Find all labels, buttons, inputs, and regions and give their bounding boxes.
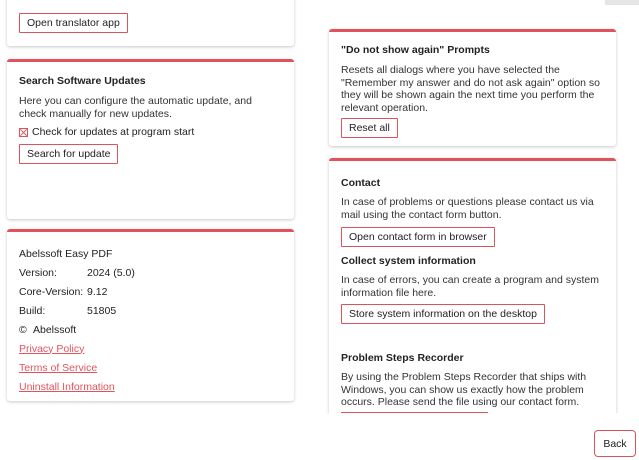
core-version-label: Core-Version: xyxy=(19,285,84,298)
uninstall-row xyxy=(19,377,135,396)
back-button[interactable]: Back xyxy=(594,430,636,457)
build-label: Build: xyxy=(19,304,46,317)
sysinfo-title: Collect system information xyxy=(341,255,476,267)
updates-checkbox-row[interactable] xyxy=(19,126,194,138)
psr-description: By using the Problem Steps Recorder that ships with Windows, you can show us exactly how the problem occurs. Please send the file using our contact form. xyxy=(341,371,587,408)
core-version-value: 9.12 xyxy=(87,285,108,298)
privacy-policy-link[interactable]: Privacy Policy xyxy=(19,342,85,355)
contact-title: Contact xyxy=(341,177,381,189)
sysinfo-description: In case of errors, you can create a program and system information file here. xyxy=(341,274,599,299)
updates-title: Search Software Updates xyxy=(19,75,146,87)
updates-card xyxy=(7,59,294,219)
prompts-description: Resets all dialogs where you have selected the "Remember my answer and do not ask again" option so they will be shown again the next time you perform the relevant operation. xyxy=(341,64,601,114)
prompts-card xyxy=(329,29,616,146)
translator-card xyxy=(7,0,294,46)
uninstall-information-link[interactable]: Uninstall Information xyxy=(19,380,115,393)
updates-checkbox-label: Check for updates at program start xyxy=(32,126,195,138)
product-row xyxy=(19,244,135,263)
terms-row xyxy=(19,358,135,377)
prompts-title: "Do not show again" Prompts xyxy=(341,44,490,56)
psr-title: Problem Steps Recorder xyxy=(341,352,464,364)
updates-checkbox[interactable] xyxy=(19,128,28,137)
version-label: Version: xyxy=(19,266,57,279)
copyright-row xyxy=(19,320,135,339)
search-update-button[interactable]: Search for update xyxy=(19,144,118,164)
about-info xyxy=(19,244,135,396)
about-card xyxy=(7,229,294,401)
contact-card xyxy=(329,158,616,448)
open-contact-form-button[interactable]: Open contact form in browser xyxy=(341,227,495,247)
terms-of-service-link[interactable]: Terms of Service xyxy=(19,361,98,374)
reset-all-button[interactable]: Reset all xyxy=(341,118,398,138)
open-translator-button[interactable]: Open translator app xyxy=(19,13,128,33)
store-system-info-button[interactable]: Store system information on the desktop xyxy=(341,304,545,324)
copyright-holder: Abelssoft xyxy=(33,323,77,336)
bottom-overlay xyxy=(0,413,639,460)
core-version-row xyxy=(19,282,135,301)
top-scrollbar[interactable] xyxy=(605,0,639,5)
product-name: Abelssoft Easy PDF xyxy=(19,247,113,260)
contact-description: In case of problems or questions please contact us via mail using the contact form button. xyxy=(341,196,594,221)
build-row xyxy=(19,301,135,320)
copyright-icon: © xyxy=(19,323,27,336)
build-value: 51805 xyxy=(87,304,117,317)
version-row xyxy=(19,263,135,282)
privacy-row xyxy=(19,339,135,358)
version-value: 2024 (5.0) xyxy=(87,266,135,279)
updates-description: Here you can configure the automatic update, and check manually for new updates. xyxy=(19,95,252,120)
